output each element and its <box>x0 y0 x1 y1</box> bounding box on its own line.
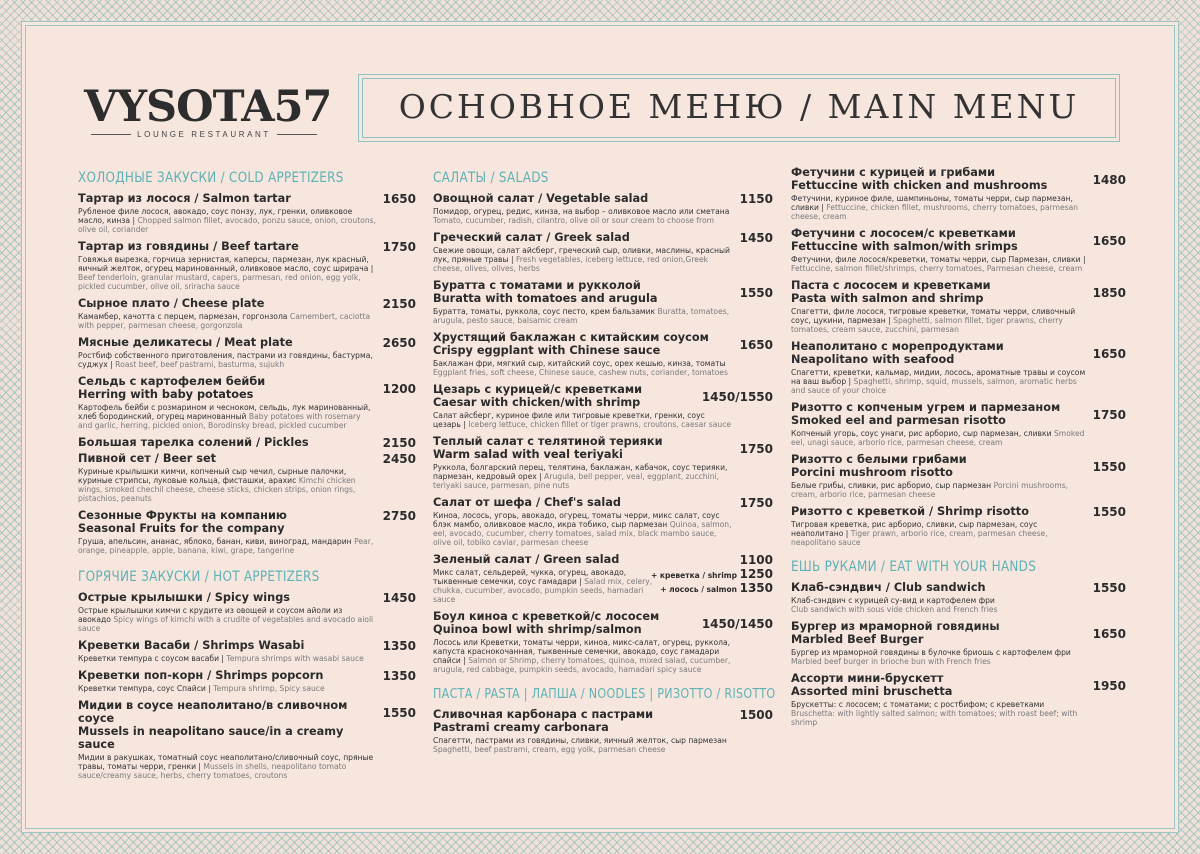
desc-ru: Фетучини, куриное филе, шампиньоны, томаты черри, сыр пармезан, сливки | <box>791 194 1073 212</box>
title-en: Fettuccine with chicken and mushrooms <box>791 179 1048 192</box>
item-price: 1950 <box>1092 679 1126 693</box>
item-description <box>78 537 416 555</box>
item-title <box>791 620 1126 646</box>
desc-en: Tiger prawn, arborio rice, cream, parmesan cheese, neapolitano sauce <box>791 529 1048 547</box>
desc-en: Spaghetti, beef pastrami, cream, egg yolk, parmesan cheese <box>433 745 666 754</box>
item-description <box>791 700 1126 727</box>
desc-ru: Буратта, томаты, руккола, соус песто, крем бальзамик <box>433 307 656 316</box>
item-description <box>78 403 416 430</box>
logo-tagline: LOUNGE RESTAURANT <box>84 130 324 139</box>
item-description <box>78 654 416 663</box>
item-title <box>433 331 773 357</box>
desc-ru: Спагетти, пастрами из говядины, сливки, яичный желток, сыр пармезан <box>433 736 727 745</box>
item-description <box>78 467 416 503</box>
item-description <box>791 596 1126 614</box>
item-price: 2150 <box>382 436 416 450</box>
desc-en: Arugula, bell pepper, veal, eggplant, zucchini, teriyaki sauce, parmesan, pine nuts <box>433 472 720 490</box>
item-description <box>791 481 1126 499</box>
desc-en: Eggplant fries, soft cheese, Chinese sauce, cashew nuts, coriander, tomatoes <box>433 368 728 377</box>
menu-item <box>791 340 1126 395</box>
desc-ru: Лосось или Креветки, томаты черри, киноа, микс-салат, огурец, руккола, капуста краснокочанная, тыквенные семечки, авокадо, соус гамадари спайси | <box>433 638 731 665</box>
item-title <box>78 375 416 401</box>
menu-item <box>78 452 416 503</box>
column-3 <box>791 166 1126 733</box>
item-description <box>791 368 1126 395</box>
item-title <box>791 672 1126 698</box>
item-price: 1550 <box>1092 581 1126 595</box>
title-ru: Буратта с томатами и рукколой <box>433 279 641 292</box>
item-price: 1200 <box>382 382 416 396</box>
item-title: Креветки Васаби / Shrimps Wasabi <box>78 639 305 652</box>
desc-en: Porcini mushrooms, cream, arborio rice, parmesan cheese <box>791 481 1069 499</box>
item-description <box>791 429 1126 447</box>
desc-ru: Камамбер, качотта с перцем, пармезан, горгонзола <box>78 312 288 321</box>
desc-ru: Бургер из мраморной говядины в булочке бриошь с картофелем фри <box>791 648 1071 657</box>
desc-ru: Острые крылышки кимчи с крудите из овощей и соусом айоли из авокадо <box>78 606 343 624</box>
desc-en: Spaghetti, shrimp, squid, mussels, salmon, aromatic herbs and sauce of your choice <box>791 377 1077 395</box>
menu-item <box>791 505 1126 547</box>
item-description <box>433 463 773 490</box>
menu-item <box>78 591 416 633</box>
menu-item <box>78 297 416 330</box>
desc-en: Baby potatoes with rosemary and garlic, herring, pickled onion, Borodinsky bread, pickled cucumber <box>78 412 361 430</box>
item-price: 1550 <box>739 286 773 300</box>
item-price: 1500 <box>739 708 773 722</box>
desc-en: Salad mix, celery, chukka, cucumber, avocado, pumpkin seeds, hamadari sauce <box>433 577 653 604</box>
section-header-hands: ЕШЬ РУКАМИ / EAT WITH YOUR HANDS <box>791 559 1037 575</box>
item-price: 1550 <box>1092 460 1126 474</box>
item-price: 1750 <box>382 240 416 254</box>
desc-en: Marbled beef burger in brioche bun with French fries <box>791 657 991 666</box>
menu-item <box>433 192 773 225</box>
item-title <box>791 453 1126 479</box>
desc-ru: Куриные крылышки кимчи, копченый сыр чечил, сырные палочки, куриные стрипсы, луковые кольца, фисташки, арахис <box>78 467 347 485</box>
title-en: Quinoa bowl with shrimp/salmon <box>433 623 642 636</box>
item-price: 1650 <box>739 338 773 352</box>
item-description <box>791 520 1126 547</box>
title-en: Pasta with salmon and shrimp <box>791 292 984 305</box>
item-price: 2750 <box>382 509 416 523</box>
title-ru: Хрустящий баклажан с китайским соусом <box>433 331 709 344</box>
desc-en: Pear, orange, pineapple, apple, banana, kiwi, grape, tangerine <box>78 537 374 555</box>
desc-ru: Свежие овощи, салат айсберг, греческий сыр, оливки, маслины, красный лук, пряные травы | <box>433 246 730 264</box>
menu-item <box>433 708 773 754</box>
desc-ru: Фетучини, филе лосося/креветки, томаты черри, сыр Пармезан, сливки | <box>791 255 1086 264</box>
item-title <box>78 509 416 535</box>
item-description <box>433 411 773 429</box>
desc-ru: Спагетти, филе лосося, тигровые креветки, томаты черри, сливочный соус, цукини, пармезан | <box>791 307 1076 325</box>
item-title: Мясные деликатесы / Meat plate <box>78 336 293 349</box>
desc-en: Roast beef, beef pastrami, basturma, sujukh <box>115 360 285 369</box>
item-title: Тартар из говядины / Beef tartare <box>78 240 299 253</box>
item-price: 1850 <box>1092 286 1126 300</box>
extra-price: 1350 <box>739 581 773 595</box>
item-description <box>78 207 416 234</box>
desc-en: Kimchi chicken wings, smoked chechil cheese, cheese sticks, chicken strips, onion rings, pistachios, peanuts <box>78 476 356 503</box>
desc-ru: Микс салат, сельдерей, чукка, огурец, авокадо, тыквенные семечки, соус гамадари | <box>433 568 627 586</box>
item-description <box>78 351 416 369</box>
item-title: Клаб-сэндвич / Club sandwich <box>791 581 986 594</box>
item-price: 1750 <box>1092 408 1126 422</box>
desc-en: Chopped salmon fillet, avocado, ponzu sauce, onion, croutons, olive oil, coriander <box>78 216 377 234</box>
title-en: Smoked eel and parmesan risotto <box>791 414 1006 427</box>
item-title: Салат от шефа / Chef's salad <box>433 496 621 509</box>
item-title: Зеленый салат / Green salad <box>433 553 620 566</box>
desc-ru: Помидор, огурец, редис, кинза, на выбор – оливковое масло или сметана <box>433 207 730 216</box>
menu-item <box>78 436 416 449</box>
title-en: Caesar with chicken/with shrimp <box>433 396 641 409</box>
menu-item <box>791 453 1126 499</box>
item-title: Греческий салат / Greek salad <box>433 231 630 244</box>
desc-en: Iceberg lettuce, chicken fillet or tiger prawns, croutons, caesar sauce <box>468 420 732 429</box>
item-description <box>433 638 773 674</box>
item-title <box>791 166 1126 192</box>
title-en: Buratta with tomatoes and arugula <box>433 292 658 305</box>
desc-en: Quinoa, salmon, eel, avocado, cucumber, cherry tomatoes, salad mix, black mambo sauce, olive oil, tobiko caviar, parmesan cheese <box>433 520 732 547</box>
desc-en: Tempura shrimps with wasabi sauce <box>226 654 364 663</box>
desc-ru: Баклажан фри, мягкий сыр, китайский соус, орех кешью, кинза, томаты <box>433 359 726 368</box>
desc-ru: Спагетти, креветки, кальмар, мидии, лосось, ароматные травы и соусом на ваш выбор | <box>791 368 1086 386</box>
title-en: Fettuccine with salmon/with srimps <box>791 240 1018 253</box>
title-ru: Боул киноа с креветкой/с лососем <box>433 610 660 623</box>
item-title <box>791 340 1126 366</box>
title-ru: Ризотто с копченым угрем и пармезаном <box>791 401 1061 414</box>
item-price: 1550 <box>382 706 416 720</box>
title-ru: Теплый салат с телятиной терияки <box>433 435 663 448</box>
desc-ru: Тигровая креветка, рис арборио, сливки, сыр пармезан, соус неаполитано | <box>791 520 1038 538</box>
title-ru: Ассорти мини-брускетт <box>791 672 944 685</box>
item-description <box>791 194 1126 221</box>
item-description <box>791 648 1126 666</box>
item-title <box>433 708 773 734</box>
desc-en: Smoked eel, unagi sauce, arborio rice, parmesan cheese, cream <box>791 429 1085 447</box>
title-ru: Ризотто с белыми грибами <box>791 453 967 466</box>
desc-en: Spicy wings of kimchi with a crudite of vegetables and avocado aioli sauce <box>78 615 374 633</box>
section-header-hot: ГОРЯЧИЕ ЗАКУСКИ / HOT APPETIZERS <box>78 569 320 585</box>
desc-en: Club sandwich with sous vide chicken and French fries <box>791 605 998 614</box>
title-en: Herring with baby potatoes <box>78 388 254 401</box>
title-ru: Цезарь с курицей/с креветками <box>433 383 643 396</box>
desc-en: Mussels in shells, neapolitano tomato sauce/creamy sauce, herbs, cherry tomatoes, croutons <box>78 762 347 780</box>
menu-item <box>791 227 1126 273</box>
title-en: Porcini mushroom risotto <box>791 466 953 479</box>
item-price: 1650 <box>1092 347 1126 361</box>
item-title: Сырное плато / Cheese plate <box>78 297 265 310</box>
item-title: Пивной сет / Beer set <box>78 452 217 465</box>
menu-item <box>433 331 773 377</box>
desc-ru: Руккола, болгарский перец, телятина, баклажан, кабачок, соус терияки, пармезан, кедровый орех | <box>433 463 728 481</box>
menu-title: ОСНОВНОЕ МЕНЮ / MAIN MENU <box>398 87 1080 126</box>
column-2 <box>433 170 776 760</box>
menu-item <box>791 672 1126 727</box>
desc-en: Camembert, caciotta with pepper, parmesan cheese, gorgonzola <box>78 312 371 330</box>
title-en: Warm salad with veal teriyaki <box>433 448 623 461</box>
desc-en: Fresh vegetables, iceberg lettuce, red onion,Greek cheese, olives, olives, herbs <box>433 255 709 273</box>
item-title <box>433 279 773 305</box>
item-title: Тартар из лосося / Salmon tartar <box>78 192 291 205</box>
desc-en: Salmon or Shrimp, cherry tomatoes, quinoa, mixed salad, cucumber, arugula, red cabbage, pumpkin seeds, avocado, hamadari spicy sauce <box>433 656 731 674</box>
title-en: Mussels in neapolitano sauce/in a creamy sauce <box>78 725 344 751</box>
item-description <box>433 736 773 754</box>
item-price: 1450 <box>382 591 416 605</box>
desc-ru: Брускетты: с лососем; с томатами; с ростбифом; с креветками <box>791 700 1045 709</box>
item-title: Острые крылышки / Spicy wings <box>78 591 291 604</box>
menu-item <box>791 620 1126 666</box>
item-description <box>433 307 773 325</box>
desc-en: Tomato, cucumber, radish, cilantro, olive oil or sour cream to choose from <box>433 216 715 225</box>
item-price: 1650 <box>1092 627 1126 641</box>
menu-item <box>791 166 1126 221</box>
item-description <box>78 255 416 291</box>
item-price: 1450 <box>739 231 773 245</box>
item-title <box>433 435 773 461</box>
item-price: 1450/1450 <box>701 617 773 631</box>
item-title <box>791 401 1126 427</box>
item-description <box>433 246 773 273</box>
menu-item <box>433 610 773 674</box>
item-price: 2150 <box>382 297 416 311</box>
menu-item <box>433 496 773 547</box>
desc-ru: Копченый угорь, соус унаги, рис арборио, сыр пармезан, сливки <box>791 429 1052 438</box>
item-price: 1550 <box>1092 505 1126 519</box>
menu-item <box>433 231 773 273</box>
menu-item <box>78 240 416 291</box>
desc-ru: Салат айсберг, куриное филе или тигровые креветки, гренки, соус цезарь | <box>433 411 705 429</box>
title-en: Marbled Beef Burger <box>791 633 924 646</box>
desc-en: Spaghetti, salmon fillet, tiger prawns, cherry tomatoes, cream sauce, zucchini, parmesan <box>791 316 1063 334</box>
extra-price: 1250 <box>739 567 773 581</box>
title-ru: Сезонные Фрукты на компанию <box>78 509 287 522</box>
item-title: Большая тарелка солений / Pickles <box>78 436 309 449</box>
menu-item <box>78 375 416 430</box>
logo-name: VYSOTA57 <box>84 82 332 132</box>
item-description <box>433 207 773 225</box>
desc-ru: Креветки темпура, соус Спайси | <box>78 684 211 693</box>
item-title <box>791 279 1126 305</box>
item-price: 1750 <box>739 442 773 456</box>
item-price: 1350 <box>382 669 416 683</box>
item-title <box>78 699 416 751</box>
title-ru: Паста с лососем и креветками <box>791 279 991 292</box>
item-description <box>78 684 416 693</box>
extra-label: + лосось / salmon <box>660 585 737 594</box>
desc-en: Bruschetta: with lightly salted salmon; with tomatoes; with roast beef; with shrimp <box>791 709 1078 727</box>
desc-en: Tempura shrimp, Spicy sauce <box>213 684 325 693</box>
item-price: 1350 <box>382 639 416 653</box>
menu-item <box>791 401 1126 447</box>
desc-ru: Говяжья вырезка, горчица зернистая, каперсы, пармезан, лук красный, яичный желток, огурец маринованный, оливковое масло, соус шрирача | <box>78 255 374 273</box>
item-price: 1480 <box>1092 173 1126 187</box>
item-price: 1150 <box>739 192 773 206</box>
section-header-cold: ХОЛОДНЫЕ ЗАКУСКИ / COLD APPETIZERS <box>78 170 344 186</box>
item-price: 1100 <box>739 553 773 567</box>
title-ru: Фетучини с курицей и грибами <box>791 166 996 179</box>
title-ru: Сливочная карбонара с пастрами <box>433 708 654 721</box>
item-price: 2450 <box>382 452 416 466</box>
menu-item <box>433 435 773 490</box>
logo <box>84 82 332 139</box>
desc-ru: Груша, апельсин, ананас, яблоко, банан, киви, виноград, мандарин <box>78 537 352 546</box>
item-description <box>78 753 416 780</box>
title-en: Crispy eggplant with Chinese sauce <box>433 344 661 357</box>
title-ru: Бургер из мраморной говядины <box>791 620 1000 633</box>
menu-item <box>433 279 773 325</box>
title-ru: Мидии в соусе неаполитано/в сливочном соусе <box>78 699 348 725</box>
menu-item <box>433 383 773 429</box>
menu-item <box>791 581 1126 614</box>
menu-item <box>78 509 416 555</box>
menu-item <box>791 279 1126 334</box>
extra-label: + креветка / shrimp <box>650 571 737 580</box>
desc-ru: Рубленое филе лосося, авокадо, соус понзу, лук, гренки, оливковое масло, кинза | <box>78 207 353 225</box>
column-1 <box>78 170 416 786</box>
item-title <box>791 227 1126 253</box>
desc-en: Buratta, tomatoes, arugula, pesto sauce, balsamic cream <box>433 307 730 325</box>
desc-ru: Ростбиф собственного приготовления, пастрами из говядины, бастурма, суджух | <box>78 351 373 369</box>
menu-item <box>78 699 416 780</box>
desc-ru: Мидии в ракушках, томатный соус неаполитано/сливочный соус, пряные травы, томаты черри, гренки | <box>78 753 374 771</box>
item-description <box>433 359 773 377</box>
title-en: Assorted mini bruschetta <box>791 685 953 698</box>
menu-item <box>433 553 773 604</box>
title-en: Neapolitano with seafood <box>791 353 955 366</box>
section-header-salads: САЛАТЫ / SALADS <box>433 170 549 186</box>
desc-ru: Креветки темпура с соусом васаби | <box>78 654 224 663</box>
title-en: Pastrami creamy carbonara <box>433 721 609 734</box>
desc-en: Beef tenderloin, granular mustard, capers, parmesan, red onion, egg yolk, pickled cucumber, olive oil, sriracha sauce <box>78 273 361 291</box>
item-description <box>791 307 1126 334</box>
item-price: 2650 <box>382 336 416 350</box>
item-title: Креветки поп-корн / Shrimps popcorn <box>78 669 324 682</box>
desc-ru: Картофель бейби с розмарином и чесноком, сельдь, лук маринованный, хлеб бородинский, огурец маринованный <box>78 403 371 421</box>
desc-en: Fettuccine, salmon fillet/shrimps, cherry tomatoes, Parmesan cheese, cream <box>791 264 1083 273</box>
item-price: 1450/1550 <box>701 390 773 404</box>
title-ru: Фетучини с лососем/с креветками <box>791 227 1016 240</box>
title-ru: Неаполитано с морепродуктами <box>791 340 1004 353</box>
desc-en: Fettuccine, chicken fillet, mushrooms, cherry tomatoes, parmesan cheese, cream <box>791 203 1079 221</box>
title-en: Seasonal Fruits for the company <box>78 522 285 535</box>
item-description <box>78 606 416 633</box>
menu-item <box>78 639 416 663</box>
menu-item <box>78 336 416 369</box>
menu-item <box>78 669 416 693</box>
extra-shrimp <box>651 567 773 581</box>
desc-ru: Киноа, лосось, угорь, авокадо, огурец, томаты черри, микс салат, соус блэк мамбо, оливковое масло, икра тобико, сыр пармезан <box>433 511 720 529</box>
item-description <box>78 312 416 330</box>
desc-ru: Белые грибы, сливки, рис арборио, сыр пармезан <box>791 481 992 490</box>
item-price: 1650 <box>1092 234 1126 248</box>
item-title: Ризотто с креветкой / Shrimp risotto <box>791 505 1029 518</box>
menu-item <box>78 192 416 234</box>
extra-salmon <box>660 581 773 595</box>
item-price: 1650 <box>382 192 416 206</box>
desc-ru: Клаб-сэндвич с курицей су-вид и картофелем фри <box>791 596 995 605</box>
section-header-pasta: ПАСТА / PASTA | ЛАПША / NOODLES | РИЗОТТО / RISOTTO <box>433 686 776 702</box>
title-ru: Сельдь с картофелем бейби <box>78 375 266 388</box>
menu-title-banner <box>358 74 1120 142</box>
item-description <box>791 255 1126 273</box>
item-title: Овощной салат / Vegetable salad <box>433 192 649 205</box>
item-description <box>433 511 773 547</box>
item-price: 1750 <box>739 496 773 510</box>
